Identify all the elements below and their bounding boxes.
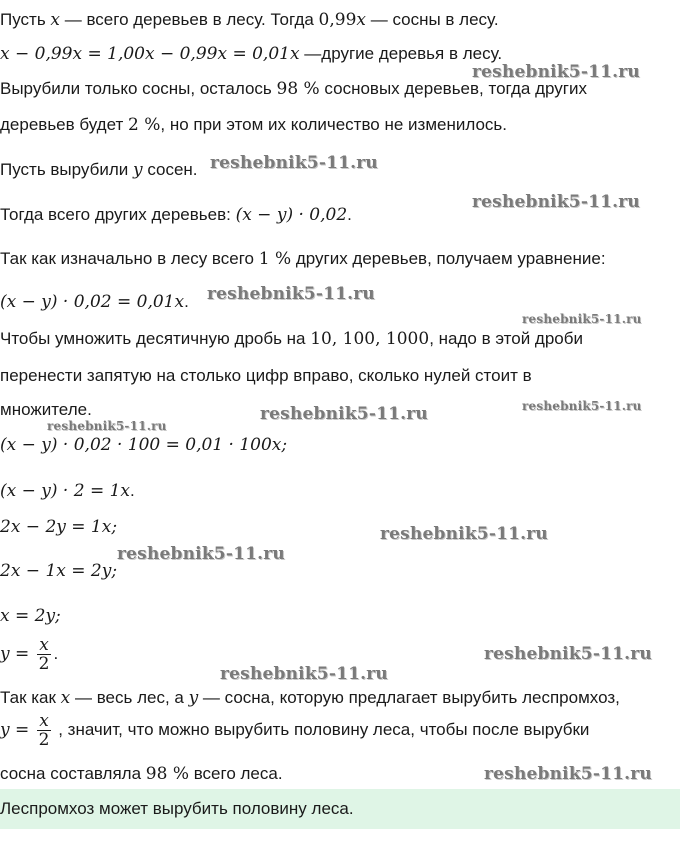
math: (x − y) · 0,02 · 100 = 0,01 · 100x;	[0, 435, 288, 455]
math: 0,99	[318, 10, 357, 30]
watermark: reshebnik5-11.ru	[484, 764, 652, 784]
math: 98 %	[276, 79, 320, 99]
watermark: reshebnik5-11.ru	[220, 664, 388, 684]
watermark: reshebnik5-11.ru	[260, 404, 428, 424]
fraction-numerator: x	[37, 636, 52, 655]
text: —другие деревья в лесу.	[299, 44, 503, 63]
math: 10, 100, 1000	[310, 329, 430, 349]
answer-box	[0, 789, 680, 829]
math: 2x − 1x = 2y;	[0, 561, 118, 581]
text-line-13	[0, 479, 135, 503]
watermark: reshebnik5-11.ru	[522, 312, 642, 326]
watermark: reshebnik5-11.ru	[380, 524, 548, 544]
math: (x − y) · 0,02	[235, 205, 348, 225]
math: y	[188, 688, 199, 708]
text: Пусть вырубили	[0, 160, 133, 179]
fraction	[37, 636, 52, 673]
answer-text: Леспромхоз может вырубить половину леса.	[0, 799, 354, 818]
fraction-numerator: x	[37, 712, 52, 731]
math: 1 %	[258, 249, 292, 269]
text-line-6	[0, 203, 352, 227]
text: Вырубили только сосны, осталось	[0, 79, 277, 98]
math: y =	[0, 719, 35, 740]
math: x	[356, 10, 366, 30]
text: Так как	[0, 688, 61, 707]
text: множителе.	[0, 400, 92, 419]
math: (x − y) · 2 = 1x	[0, 481, 130, 501]
text-line-1	[0, 8, 499, 32]
watermark: reshebnik5-11.ru	[472, 192, 640, 212]
fraction-denominator: 2	[38, 654, 50, 674]
text-line-17	[0, 636, 58, 673]
text: Чтобы умножить десятичную дробь на	[0, 329, 311, 348]
text-line-15	[0, 559, 117, 583]
watermark: reshebnik5-11.ru	[522, 399, 642, 413]
math: x	[60, 688, 71, 708]
text: — всего деревьев в лесу. Тогда	[60, 10, 319, 29]
text-line-7	[0, 247, 606, 271]
watermark: reshebnik5-11.ru	[484, 644, 652, 664]
text: других деревьев, получаем уравнение:	[291, 249, 606, 268]
text: сосен.	[142, 160, 198, 179]
math: x = 2y;	[0, 606, 61, 626]
watermark: reshebnik5-11.ru	[117, 544, 285, 564]
text: .	[184, 292, 189, 311]
text: — весь лес, а	[70, 688, 189, 707]
text: .	[347, 205, 352, 224]
math: 98 %	[145, 764, 189, 784]
watermark: reshebnik5-11.ru	[472, 62, 640, 82]
math: (x − y) · 0,02 = 0,01x	[0, 292, 185, 312]
math: x	[50, 10, 60, 30]
text: Пусть	[0, 10, 51, 29]
math: y =	[0, 643, 35, 664]
text: всего леса.	[188, 764, 283, 783]
text-line-19	[0, 712, 589, 749]
text-line-10	[0, 364, 532, 388]
text: сосновых деревьев, тогда других	[319, 79, 587, 98]
text: деревьев будет	[0, 115, 128, 134]
fraction	[37, 712, 52, 749]
text: , но при этом их количество не изменилось.	[160, 115, 508, 134]
text: — сосна, которую предлагает вырубить леспромхоз,	[198, 688, 620, 707]
text-line-8	[0, 290, 189, 314]
math: 2 %	[128, 115, 161, 135]
text: — сосны в лесу.	[366, 10, 499, 29]
math: x − 0,99x = 1,00x − 0,99x = 0,01x	[0, 44, 300, 64]
text: , надо в этой дроби	[429, 329, 583, 348]
text-line-18	[0, 686, 620, 710]
watermark: reshebnik5-11.ru	[207, 284, 375, 304]
text: сосна составляла	[0, 764, 146, 783]
math: y	[132, 160, 143, 180]
fraction-denominator: 2	[38, 730, 50, 750]
text-line-2	[0, 42, 502, 66]
math: 2x − 2y = 1x;	[0, 517, 118, 537]
text-line-4	[0, 113, 507, 137]
text: , значит, что можно вырубить половину леса, чтобы после вырубки	[53, 719, 590, 739]
text-line-14	[0, 515, 117, 539]
watermark: reshebnik5-11.ru	[210, 153, 378, 173]
text: Так как изначально в лесу всего	[0, 249, 259, 268]
text-line-20	[0, 762, 283, 786]
text-line-12	[0, 433, 287, 457]
text-line-9	[0, 327, 583, 351]
watermark: reshebnik5-11.ru	[47, 419, 167, 433]
text: Тогда всего других деревьев:	[0, 205, 236, 224]
text-line-5	[0, 158, 198, 182]
text: .	[130, 481, 135, 500]
text: .	[53, 643, 59, 663]
text-line-16	[0, 604, 61, 628]
text: перенести запятую на столько цифр вправо, сколько нулей стоит в	[0, 366, 532, 385]
